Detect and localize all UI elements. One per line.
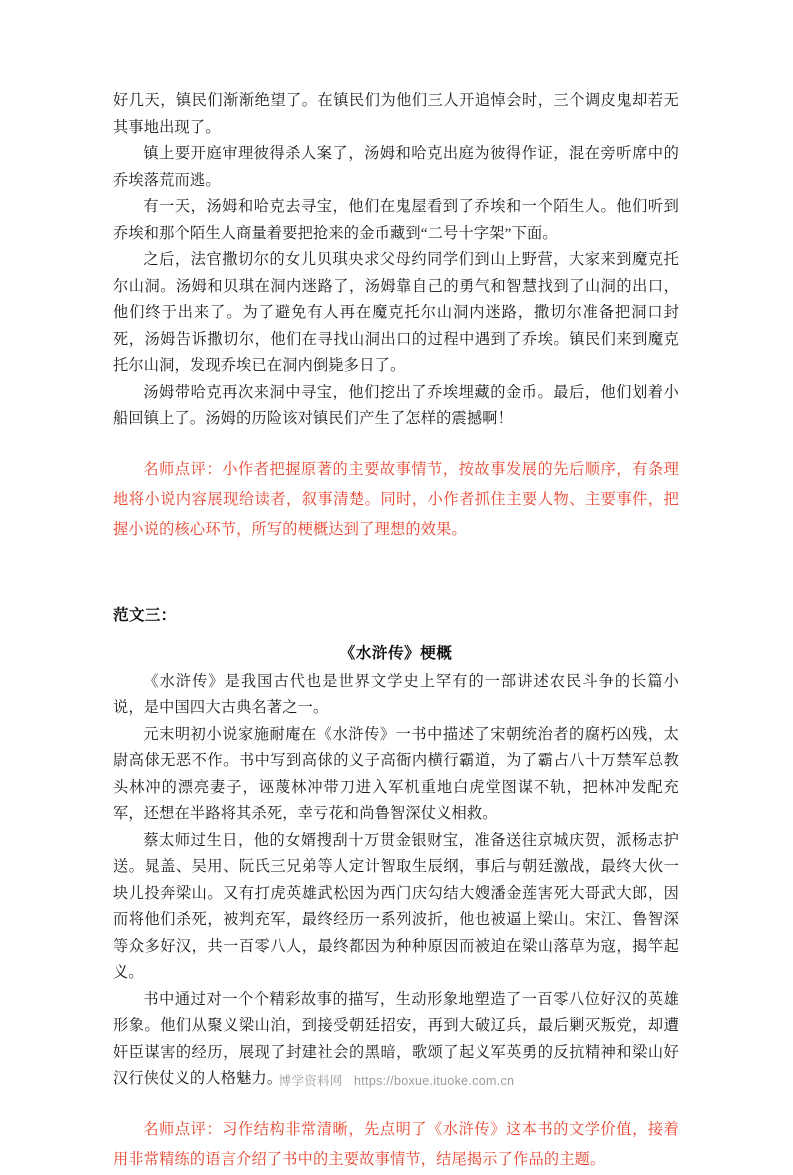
paragraph: 《水浒传》是我国古代也是世界文学史上罕有的一部讲述农民斗争的长篇小说，是中国四大古典名著之一。: [113, 672, 679, 716]
paragraph: 镇上要开庭审理彼得杀人案了，汤姆和哈克出庭为彼得作证，混在旁听席中的乔埃落荒而逃。: [113, 145, 679, 189]
spacer: [113, 433, 679, 455]
paragraph: 元末明初小说家施耐庵在《水浒传》一书中描述了宋朝统治者的腐朽凶残，太尉高俅无恶不作。书中写到高俅的义子高衙内横行霸道，为了霸占八十万禁军总教头林冲的漂亮妻子，诬蔑林冲带刀进入军机重地白虎堂图谋不轨，把林冲发配充军，还想在半路将其杀死，幸亏花和尚鲁智深仗义相救。: [113, 725, 679, 822]
teacher-comment-one: 名师点评：小作者把握原著的主要故事情节，按故事发展的先后顺序，有条理地将小说内容展现给读者，叙事清楚。同时，小作者抓住主要人物、主要事件，把握小说的核心环节，所写的梗概达到了理想的效果。: [113, 460, 679, 538]
paragraph: 好几天，镇民们渐渐绝望了。在镇民们为他们三人开追悼会时，三个调皮鬼却若无其事地出现了。: [113, 92, 679, 136]
document-body: [113, 88, 679, 1175]
paragraph: 汤姆带哈克再次来洞中寻宝，他们挖出了乔埃埋藏的金币。最后，他们划着小船回镇上了。汤姆的历险该对镇民们产生了怎样的震撼啊！: [113, 383, 679, 427]
footer-site-name: 博学资料网: [278, 1074, 343, 1088]
section-label: 范文三：: [113, 606, 177, 624]
paragraph: 蔡太师过生日，他的女婿搜刮十万贯金银财宝，准备送往京城庆贺，派杨志护送。晁盖、吴用、阮氏三兄弟等人定计智取生辰纲，事后与朝廷激战，最终大伙一块儿投奔梁山。又有打虎英雄武松因为西门庆勾结大嫂潘金莲害死大哥武大郎，因而将他们杀死，被判充军，最终经历一系列波折，他也被逼上梁山。宋江、鲁智深等众多好汉，共一百零八人，最终都因为种种原因而被迫在梁山落草为寇，揭竿起义。: [113, 831, 679, 981]
paragraph: 书中通过对一个个精彩故事的描写，生动形象地塑造了一百零八位好汉的英雄形象。他们从聚义梁山泊，到接受朝廷招安，再到大破辽兵，最后剿灭叛党，却遭奸臣谋害的经历，展现了封建社会的黑暗，歌颂了起义军英勇的反抗精神和梁山好汉行侠仗义的人格魅力。: [113, 990, 679, 1087]
teacher-comment-two: 名师点评：习作结构非常清晰，先点明了《水浒传》这本书的文学价值，接着用非常精练的语言介绍了书中的主要故事情节，结尾揭示了作品的主题。: [113, 1120, 679, 1168]
spacer: [113, 629, 679, 639]
spacer: [113, 545, 679, 603]
footer-url: https://boxue.ituoke.com.cn: [354, 1074, 515, 1088]
footer-watermark: [0, 1071, 793, 1089]
page-title: 《水浒传》梗概: [339, 644, 453, 662]
paragraph: 之后，法官撒切尔的女儿贝琪央求父母约同学们到山上野营，大家来到魔克托尔山洞。汤姆和贝琪在洞内迷路了，汤姆靠自己的勇气和智慧找到了山洞的出口，他们终于出来了。为了避免有人再在魔克托尔山洞内迷路，撒切尔准备把洞口封死，汤姆告诉撒切尔，他们在寻找山洞出口的过程中遇到了乔埃。镇民们来到魔克托尔山洞，发现乔埃已在洞内倒毙多日了。: [113, 251, 679, 374]
spacer: [113, 1093, 679, 1115]
paragraph: 有一天，汤姆和哈克去寻宝，他们在鬼屋看到了乔埃和一个陌生人。他们听到乔埃和那个陌生人商量着要把抢来的金币藏到“二号十字架”下面。: [113, 198, 679, 242]
